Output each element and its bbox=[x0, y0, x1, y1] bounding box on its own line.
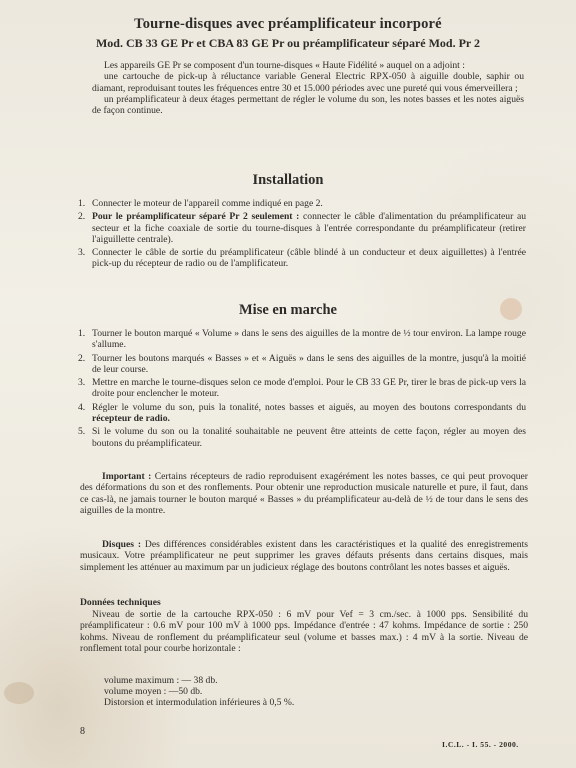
list-item bbox=[78, 426, 526, 449]
intro-paragraph: une cartouche de pick-up à réluctance variable General Electric RPX-050 à aiguille double, saphir ou diamant, reproduisant toutes les fréquences entre 30 et 15.000 périodes avec une pureté qui vous émerveillera ; bbox=[92, 71, 524, 94]
print-reference: I.C.L. - I. 55. - 2000. bbox=[442, 740, 519, 749]
item-number: 3. bbox=[78, 247, 86, 259]
technical-specs bbox=[104, 675, 294, 708]
disques-text: Des différences considérables existent dans les caractéristiques et la qualité des enregistrements musicaux. Votre préamplificateur ne peut supprimer les graves défauts présents dans certains disques, mais simplement les atténuer au maximum par un judicieux réglage des boutons contrôlant les notes basses et aiguës. bbox=[80, 539, 529, 573]
item-number: 1. bbox=[78, 198, 86, 209]
disques-note bbox=[80, 539, 528, 573]
technical-data-text: Niveau de sortie de la cartouche RPX-050 : 6 mV pour Vef = 3 cm./sec. à 1000 pps. Sensibilité du préamplificateur : 0.6 mV pour 100 mV à 1000 pps. Impédance d'entrée : 47 kohms. Impédance de sortie : 250 kohms. Niveau de ronflement du préamplificateur seul (volume et basses max.) : 4 mV à la sortie. Niveau de ronflement total pour courbe horizontale : bbox=[80, 609, 528, 654]
document-subtitle: Mod. CB 33 GE Pr et CBA 83 GE Pr ou préamplificateur séparé Mod. Pr 2 bbox=[95, 36, 481, 50]
item-text: connecter le câble d'alimentation du préamplificateur au secteur et la fiche coaxiale de sortie du tourne-disques à l'entrée correspondante du préamplificateur (retirer l'aiguillette centrale). bbox=[92, 211, 526, 245]
intro-paragraph: un préamplificateur à deux étages permettant de régler le volume du son, les notes basses et les notes aiguës de façon continue. bbox=[92, 93, 524, 117]
mise-en-marche-list bbox=[78, 328, 526, 451]
list-item bbox=[78, 328, 526, 351]
item-text: Connecter le câble de sortie du préamplificateur (câble blindé à un conducteur et deux aiguillettes) à l'entrée pick-up du récepteur de radio ou de l'amplificateur. bbox=[92, 247, 526, 270]
item-number: 2. bbox=[78, 352, 86, 364]
item-number: 3. bbox=[78, 377, 86, 389]
installation-heading: Installation bbox=[252, 172, 324, 188]
item-text: Tourner les boutons marqués « Basses » et « Aiguës » dans le sens des aiguilles de la montre, jusqu'à la moitié de leur course. bbox=[92, 352, 526, 375]
item-number: 5. bbox=[78, 426, 86, 438]
item-number: 1. bbox=[78, 328, 86, 339]
list-item bbox=[78, 211, 526, 245]
intro-section bbox=[92, 60, 524, 116]
installation-list bbox=[78, 198, 526, 272]
disques-label: Disques : bbox=[102, 539, 142, 550]
paper-stain bbox=[4, 682, 34, 704]
item-bold-text: Pour le préamplificateur séparé Pr 2 seulement : bbox=[92, 211, 300, 223]
list-item bbox=[78, 198, 526, 209]
important-note bbox=[80, 471, 528, 516]
mise-en-marche-heading: Mise en marche bbox=[239, 302, 337, 318]
item-text: Mettre en marche le tourne-disques selon ce mode d'emploi. Pour le CB 33 GE Pr, tirer le bras de pick-up vers la droite pour enclencher le moteur. bbox=[92, 377, 526, 400]
list-item bbox=[78, 377, 526, 400]
item-text: Tourner le bouton marqué « Volume » dans le sens des aiguilles de la montre de ½ tour environ. La lampe rouge s'allume. bbox=[92, 328, 526, 351]
technical-data-title: Données techniques bbox=[80, 597, 161, 608]
item-text: Connecter le moteur de l'appareil comme indiqué en page 2. bbox=[92, 198, 323, 209]
item-text: Régler le volume du son, puis la tonalité, notes basses et aiguës, au moyen des boutons correspondants du bbox=[92, 401, 526, 413]
item-bold-text: récepteur de radio. bbox=[92, 413, 170, 425]
page-number: 8 bbox=[80, 726, 85, 737]
spec-line: volume moyen : —50 db. bbox=[104, 686, 203, 697]
list-item bbox=[78, 402, 526, 425]
item-number: 4. bbox=[78, 401, 86, 413]
list-item bbox=[78, 353, 526, 376]
intro-paragraph: Les appareils GE Pr se composent d'un tourne-disques « Haute Fidélité » auquel on a adjoint : bbox=[104, 60, 465, 71]
important-label: Important : bbox=[102, 471, 152, 482]
item-text: Si le volume du son ou la tonalité souhaitable ne peuvent être atteints de cette façon, régler au moyen des boutons du préamplificateur. bbox=[92, 426, 526, 449]
list-item bbox=[78, 247, 526, 270]
important-text: Certains récepteurs de radio reproduisent exagérément les notes basses, ce qui peut provoquer des déformations du son et des ronflements. Pour obtenir une reproduction musicale naturelle et pure, il faut, dans ce cas-là, ne jamais tourner le bouton marqué « Basses » du préamplificateur au-delà de ½ de tour dans le sens des aiguilles de la montre. bbox=[80, 471, 529, 516]
item-number: 2. bbox=[78, 211, 86, 223]
spec-line: volume maximum : — 38 db. bbox=[104, 675, 218, 686]
spec-line: Distorsion et intermodulation inférieures à 0,5 %. bbox=[104, 697, 295, 708]
document-title: Tourne-disques avec préamplificateur incorporé bbox=[134, 16, 442, 32]
